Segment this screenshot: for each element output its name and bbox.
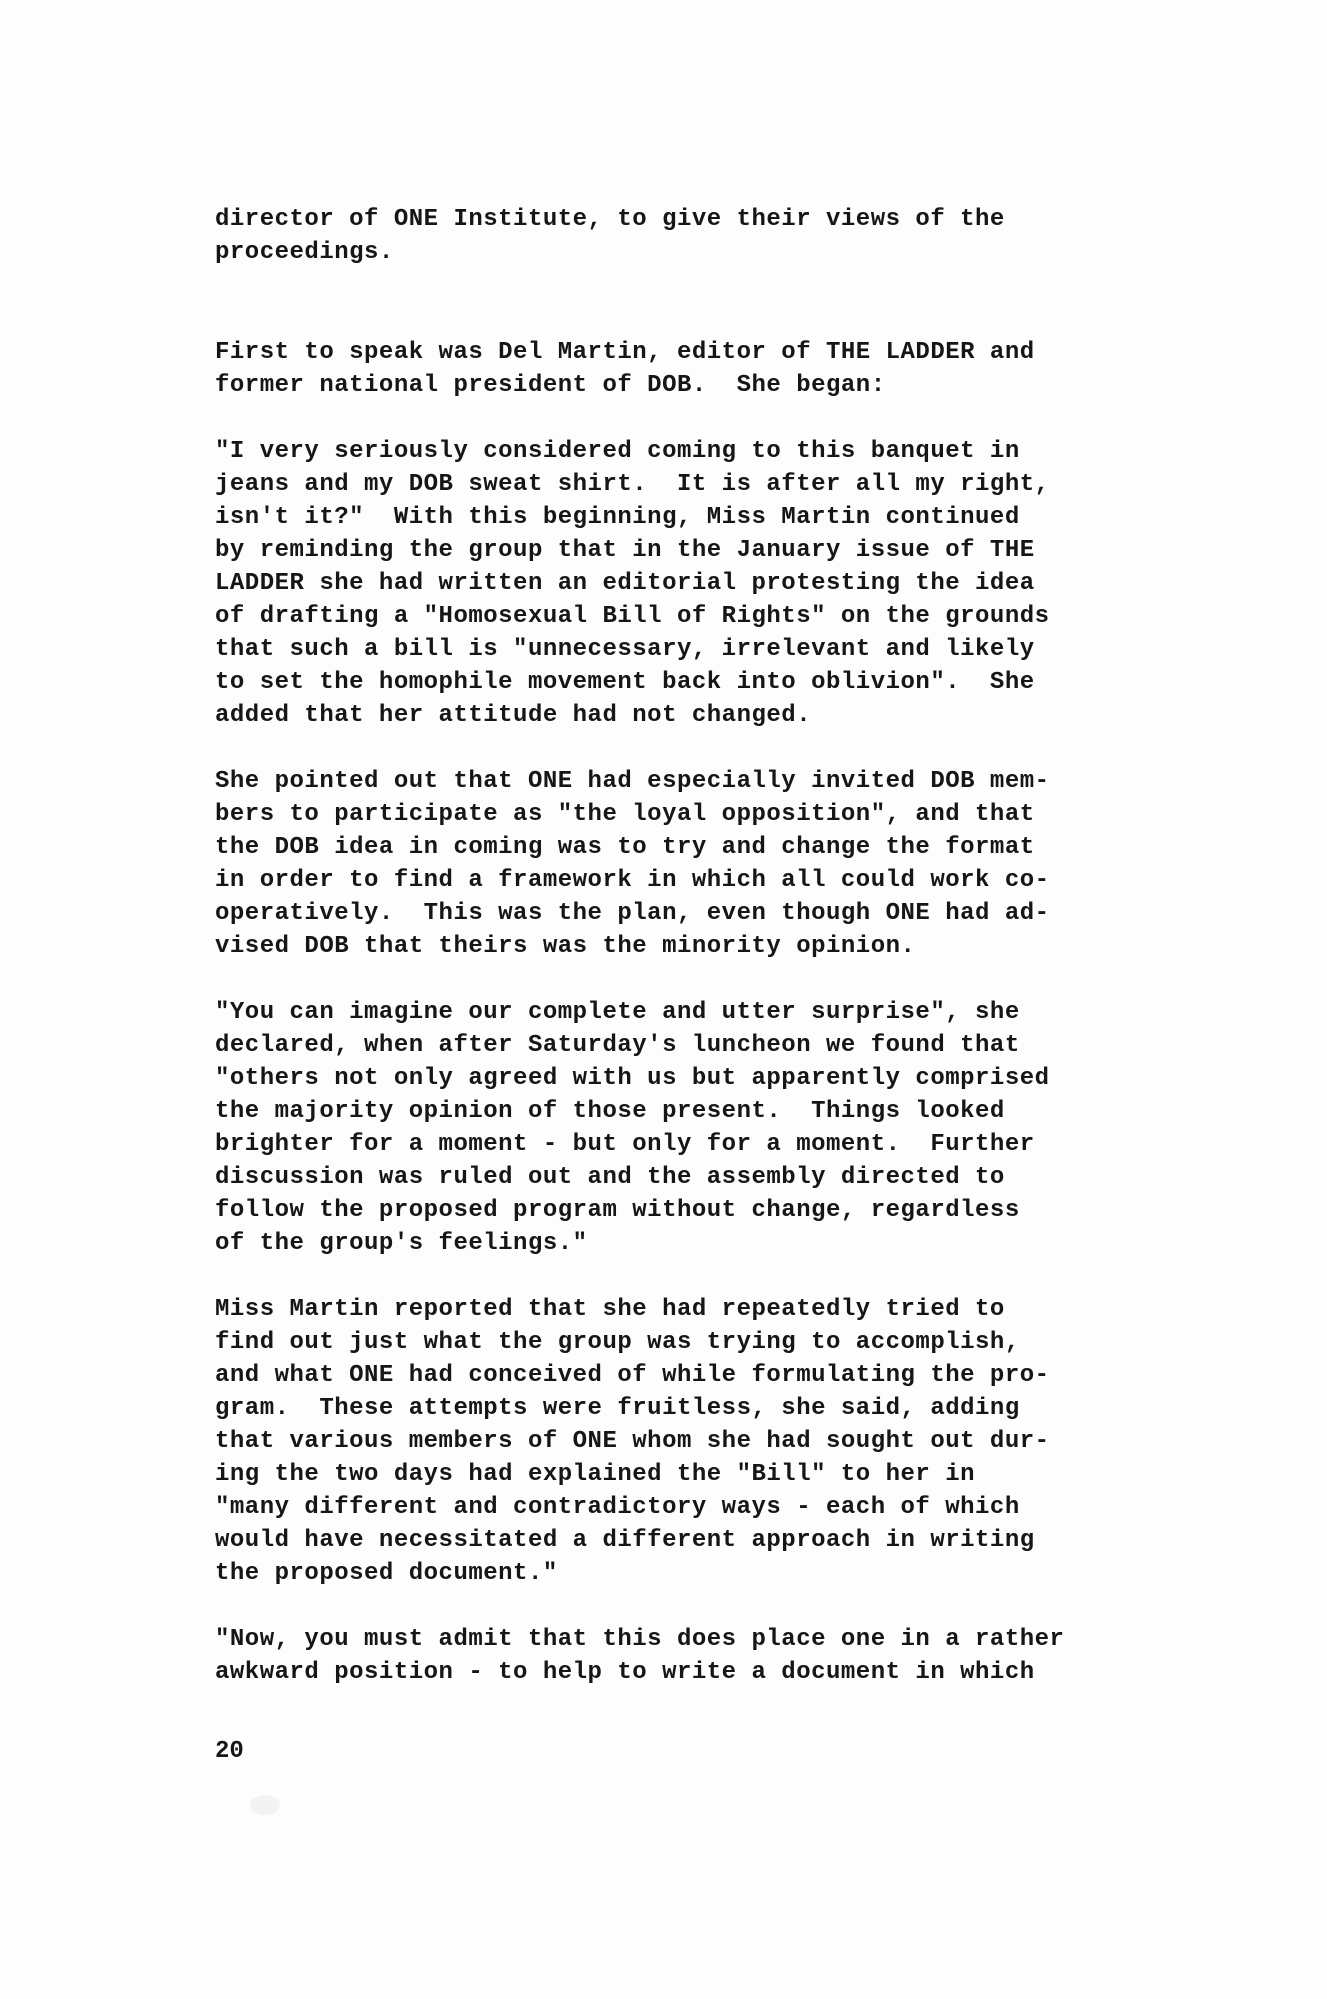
text-line: awkward position - to help to write a document in which	[215, 1659, 1035, 1686]
text-line: "I very seriously considered coming to this banquet in	[215, 438, 1020, 465]
text-line: the DOB idea in coming was to try and change the format	[215, 834, 1035, 861]
text-line: that such a bill is "unnecessary, irrelevant and likely	[215, 636, 1035, 663]
text-line: isn't it?" With this beginning, Miss Martin continued	[215, 504, 1020, 531]
text-line: discussion was ruled out and the assembly directed to	[215, 1164, 1005, 1191]
text-line: ing the two days had explained the "Bill" to her in	[215, 1461, 976, 1488]
text-line: in order to find a framework in which all could work co-	[215, 867, 1050, 894]
text-line: "Now, you must admit that this does place one in a rather	[215, 1626, 1065, 1653]
text-line: follow the proposed program without change, regardless	[215, 1197, 1020, 1224]
body-text	[215, 203, 1120, 1689]
text-line: LADDER she had written an editorial protesting the idea	[215, 570, 1035, 597]
paragraph	[215, 336, 1120, 402]
text-line: vised DOB that theirs was the minority opinion.	[215, 933, 916, 960]
text-line: former national president of DOB. She began:	[215, 372, 886, 399]
text-line: First to speak was Del Martin, editor of THE LADDER and	[215, 339, 1035, 366]
text-line: "others not only agreed with us but apparently comprised	[215, 1065, 1050, 1092]
text-line: added that her attitude had not changed.	[215, 702, 812, 729]
text-line: the majority opinion of those present. Things looked	[215, 1098, 1005, 1125]
text-line: brighter for a moment - but only for a moment. Further	[215, 1131, 1035, 1158]
page-number: 20	[215, 1738, 244, 1765]
text-line: proceedings.	[215, 239, 394, 266]
text-line: bers to participate as "the loyal opposition", and that	[215, 801, 1035, 828]
text-line: gram. These attempts were fruitless, she said, adding	[215, 1395, 1020, 1422]
text-line: Miss Martin reported that she had repeatedly tried to	[215, 1296, 1005, 1323]
text-line: "many different and contradictory ways - each of which	[215, 1494, 1020, 1521]
text-line: director of ONE Institute, to give their views of the	[215, 206, 1005, 233]
paper-smudge	[250, 1795, 280, 1815]
text-line: find out just what the group was trying to accomplish,	[215, 1329, 1020, 1356]
paragraph	[215, 765, 1120, 963]
text-line: by reminding the group that in the January issue of THE	[215, 537, 1035, 564]
text-line: of the group's feelings."	[215, 1230, 588, 1257]
text-line: of drafting a "Homosexual Bill of Rights" on the grounds	[215, 603, 1050, 630]
paragraph	[215, 996, 1120, 1260]
text-line: would have necessitated a different approach in writing	[215, 1527, 1035, 1554]
text-line: She pointed out that ONE had especially invited DOB mem-	[215, 768, 1050, 795]
text-line: and what ONE had conceived of while formulating the pro-	[215, 1362, 1050, 1389]
paragraph	[215, 203, 1120, 269]
text-line: to set the homophile movement back into oblivion". She	[215, 669, 1035, 696]
text-line: "You can imagine our complete and utter surprise", she	[215, 999, 1020, 1026]
paragraph	[215, 1293, 1120, 1590]
text-line: that various members of ONE whom she had sought out dur-	[215, 1428, 1050, 1455]
text-line: jeans and my DOB sweat shirt. It is after all my right,	[215, 471, 1050, 498]
paragraph	[215, 435, 1120, 732]
text-line: operatively. This was the plan, even though ONE had ad-	[215, 900, 1050, 927]
text-line: the proposed document."	[215, 1560, 558, 1587]
paragraph	[215, 1623, 1120, 1689]
text-line: declared, when after Saturday's luncheon we found that	[215, 1032, 1020, 1059]
